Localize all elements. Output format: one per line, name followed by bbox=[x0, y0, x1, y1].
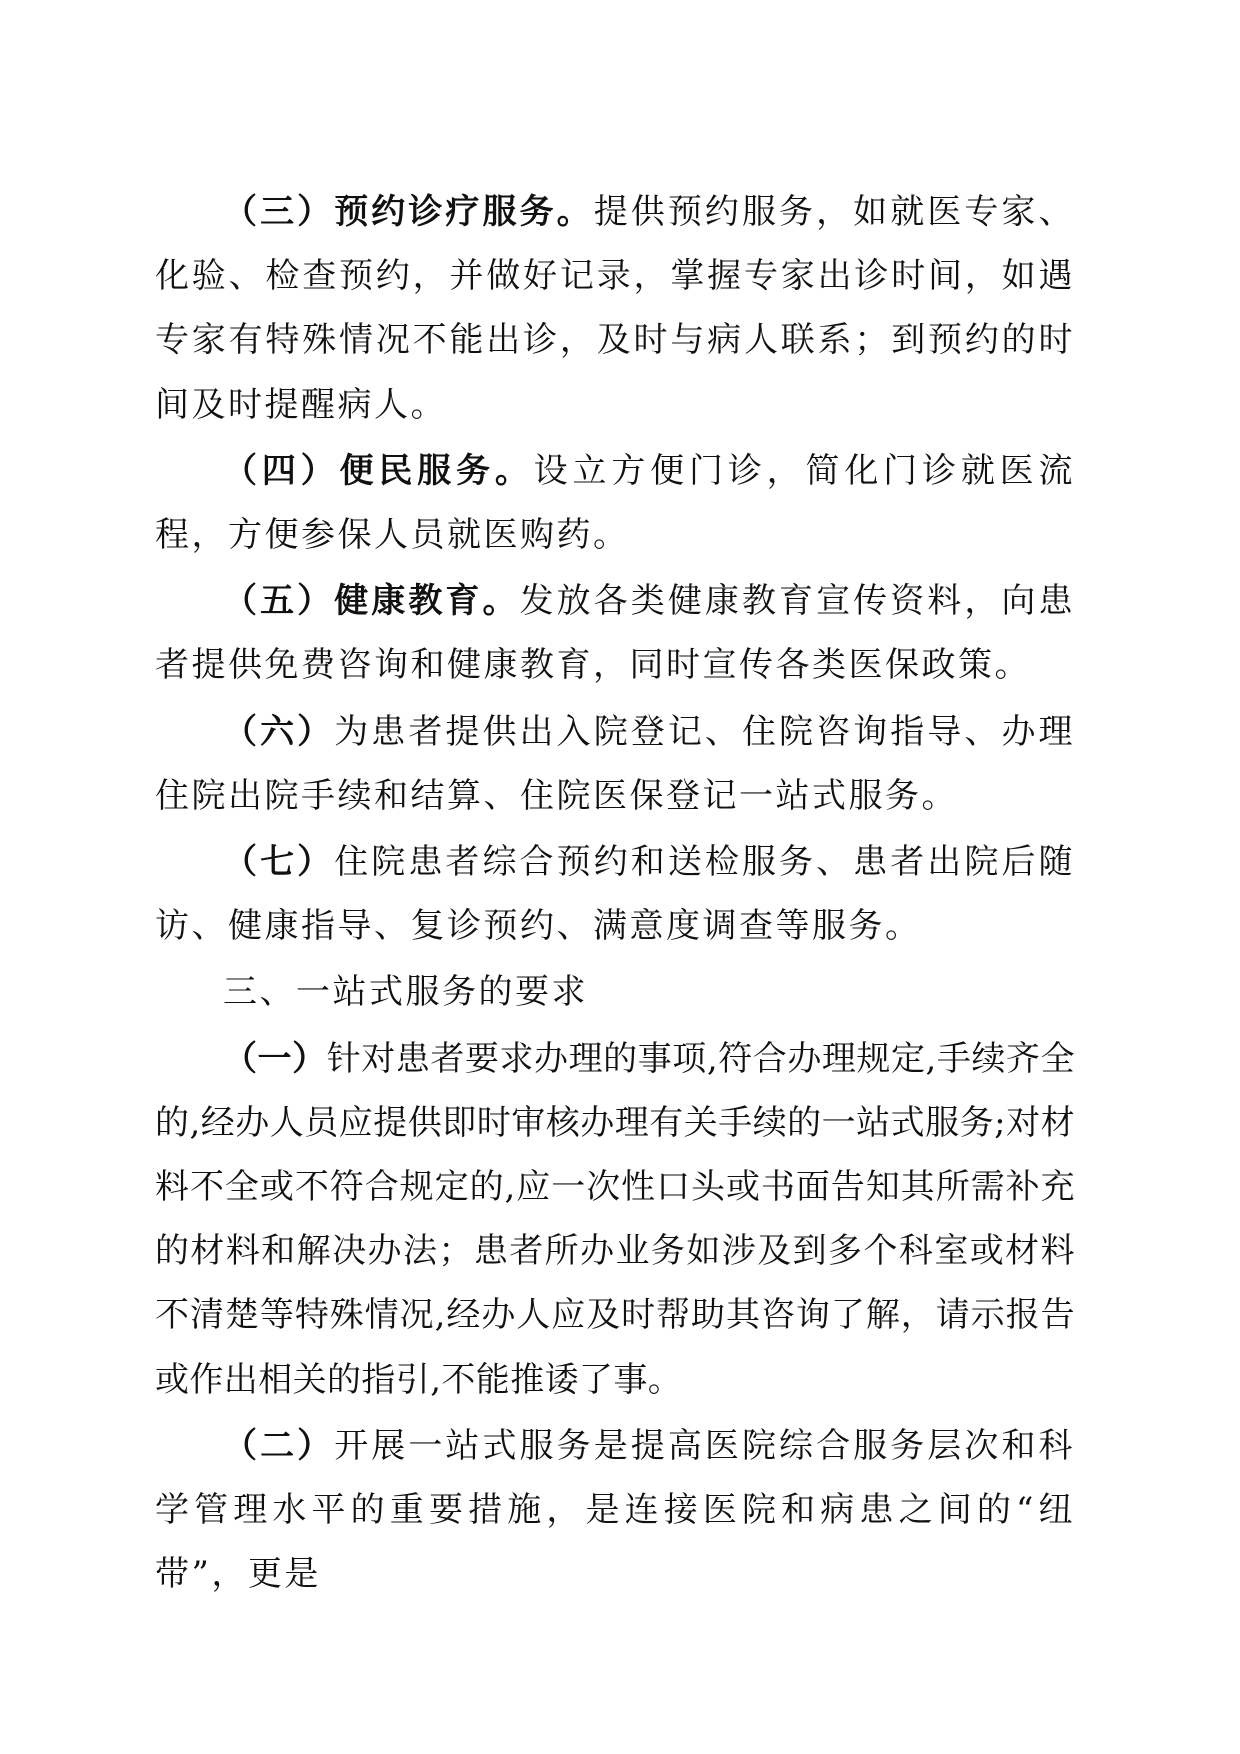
document-body bbox=[155, 180, 1075, 1608]
paragraph-text: 针对患者要求办理的事项,符合办理规定,手续齐全的,经办人员应提供即时审核办理有关手续的一站式服务;对材料不全或不符合规定的,应一次性口头或书面告知其所需补充的材料和解决办法；患者所办业务如涉及到多个科室或材料不清楚等特殊情况,经办人应及时帮助其咨询了解，请示报告或作出相关的指引,不能推诿了事。 bbox=[155, 1038, 1075, 1400]
paragraph-convenience-service bbox=[155, 439, 1075, 567]
paragraph-health-education bbox=[155, 569, 1075, 697]
paragraph-text: 住院患者综合预约和送检服务、患者出院后随访、健康指导、复诊预约、满意度调查等服务。 bbox=[155, 842, 1076, 947]
paragraph-appointment-service bbox=[155, 180, 1075, 437]
paragraph-requirement-1 bbox=[155, 1027, 1075, 1412]
paragraph-lead: （六） bbox=[223, 711, 335, 752]
paragraph-text: 发放各类健康教育宣传资料，向患者提供免费咨询和健康教育，同时宣传各类医保政策。 bbox=[155, 581, 1076, 686]
paragraph-lead: （五）健康教育。 bbox=[223, 581, 520, 622]
paragraph-lead: （七） bbox=[223, 842, 335, 883]
paragraph-text: 设立方便门诊，简化门诊就医流程，方便参保人员就医购药。 bbox=[155, 450, 1076, 556]
paragraph-text: 开展一站式服务是提高医院综合服务层次和科学管理水平的重要措施，是连接医院和病患之间的“纽带”，更是 bbox=[155, 1425, 1076, 1595]
paragraph-requirement-2 bbox=[155, 1414, 1075, 1607]
paragraph-lead: （三）预约诊疗服务。 bbox=[223, 192, 594, 232]
paragraph-lead: （一） bbox=[223, 1038, 327, 1079]
paragraph-lead: （四）便民服务。 bbox=[223, 450, 534, 491]
section-heading: 三、一站式服务的要求 bbox=[223, 972, 588, 1013]
paragraph-text: 为患者提供出入院登记、住院咨询指导、办理住院出院手续和结算、住院医保登记一站式服务。 bbox=[155, 711, 1076, 816]
paragraph-admission-service bbox=[155, 700, 1075, 828]
paragraph-lead: （二） bbox=[223, 1425, 335, 1466]
paragraph-text: 提供预约服务，如就医专家、化验、检查预约，并做好记录，掌握专家出诊时间，如遇专家有特殊情况不能出诊，及时与病人联系；到预约的时间及时提醒病人。 bbox=[155, 192, 1076, 425]
paragraph-inpatient-service bbox=[155, 830, 1075, 958]
